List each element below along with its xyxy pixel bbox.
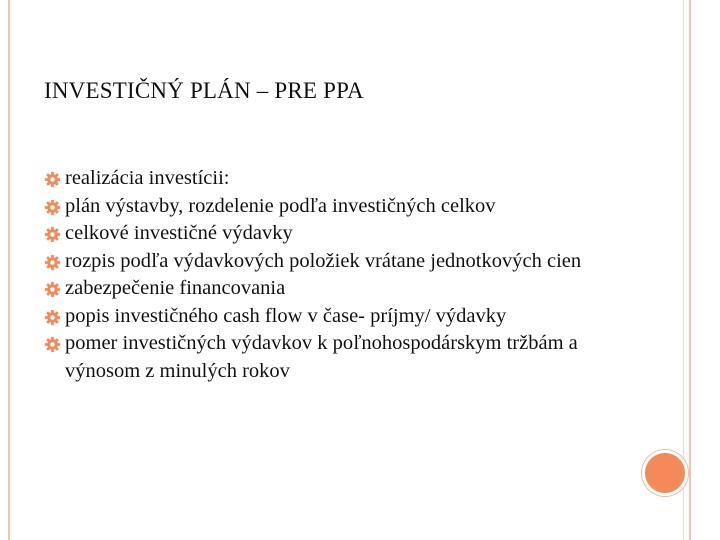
list-item [44, 275, 644, 303]
list-item [44, 303, 644, 331]
slide-frame-left-border [8, 0, 10, 540]
list-item [44, 248, 644, 276]
bullet-text: pomer investičných výdavkov k poľnohospodárskym tržbám a výnosom z minulých rokov [65, 332, 578, 382]
decorative-circle [642, 450, 688, 496]
bullet-text: celkové investičné výdavky [65, 222, 293, 244]
bullet-text: zabezpečenie financovania [65, 277, 286, 299]
slide-frame-right-border [689, 0, 691, 540]
slide-title: INVESTIČNÝ PLÁN – PRE PPA [44, 78, 364, 103]
list-item [44, 220, 644, 248]
gear-icon [44, 254, 61, 271]
gear-icon [44, 171, 61, 188]
bullet-list [44, 165, 644, 385]
gear-icon [44, 336, 61, 353]
list-item [44, 193, 644, 221]
gear-icon [44, 309, 61, 326]
list-item [44, 165, 644, 193]
bullet-text: realizácia investícii: [65, 167, 230, 189]
bullet-text: popis investičného cash flow v čase- príjmy/ výdavky [65, 304, 507, 327]
bullet-text: plán výstavby, rozdelenie podľa investičných celkov [65, 194, 496, 217]
gear-icon [44, 199, 61, 216]
bullet-text: rozpis podľa výdavkových položiek vrátane jednotkových cien [65, 249, 582, 272]
gear-icon [44, 281, 61, 298]
list-item [44, 330, 644, 385]
gear-icon [44, 226, 61, 243]
